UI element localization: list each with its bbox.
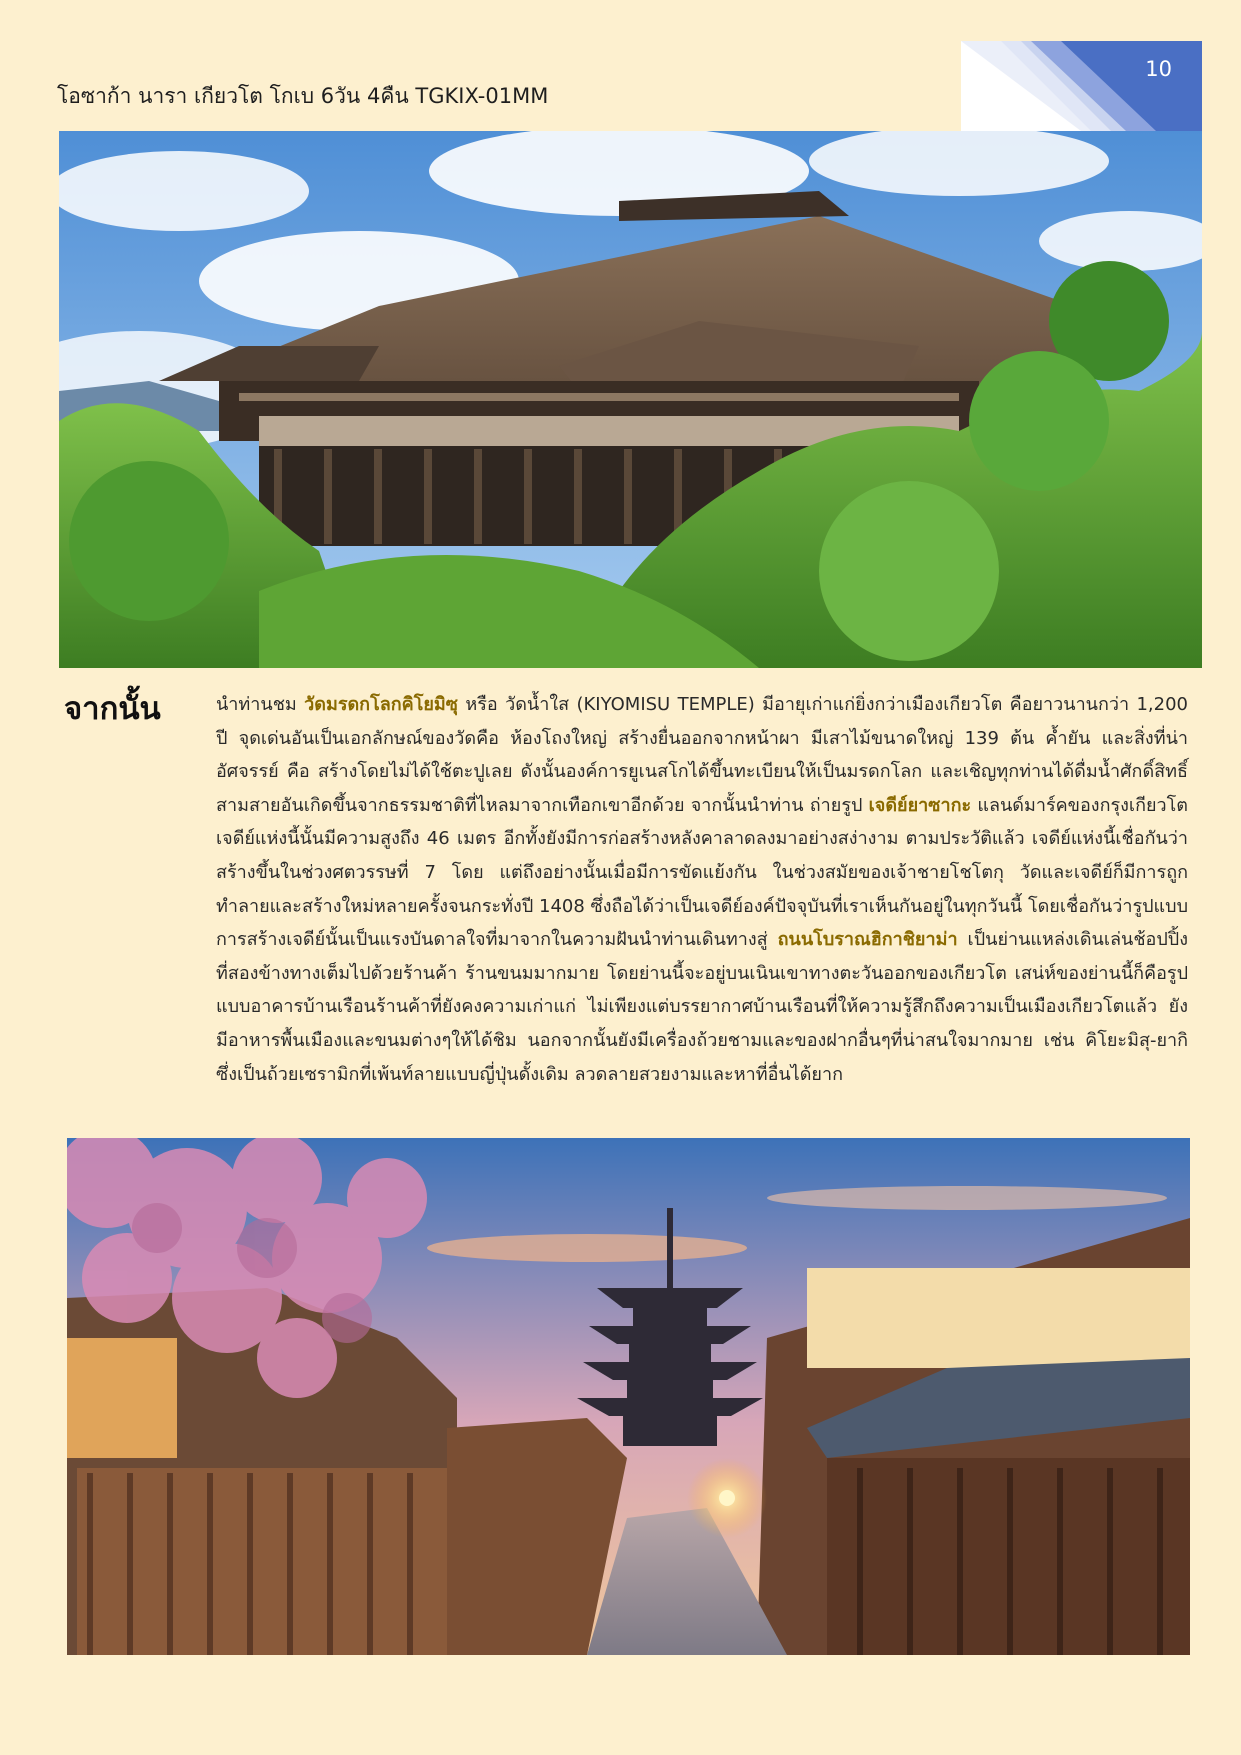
badge-decoration-icon: [961, 41, 1202, 131]
body-text-segment: นำท่านชม: [216, 694, 305, 715]
body-text-segment: เป็นย่านแหล่งเดินเล่นช้อปปิ้งที่สองข้างทางเต็มไปด้วยร้านค้า ร้านขนมมากมาย โดยย่านนี้จะอยู่บนเนินเขาทางตะวันออกของเกียวโต เสน่ห์ของย่านนี้ก็คือรูปแบบอาคารบ้านเรือนร้านค้าที่ยังคงความเก่าแก่ ไม่เพียงแต่บรรยากาศบ้านเรือนที่ให้ความรู้สึกถึงความเป็นเมืองเกียวโตแล้ว ยังมีอาหารพื้นเมืองและขนมต่างๆให้ได้ชิม นอกจากนั้นยังมีเครื่องถ้วยชามและของฝากอื่นๆที่น่าสนใจมากมาย เช่น คิโยะมิสุ-ยากิ ซึ่งเป็นถ้วยเซรามิกที่เพ้นท์ลายแบบญี่ปุ่นดั้งเดิม ลวดลายสวยงามและหาที่อื่นได้ยาก: [216, 929, 1188, 1085]
section-label: จากนั้น: [64, 691, 161, 727]
highlight-yasaka-pagoda: เจดีย์ยาซากะ: [868, 794, 972, 816]
highlight-kiyomizu-temple: วัดมรดกโลกคิโยมิซุ: [304, 694, 459, 715]
body-paragraph: [216, 688, 1188, 1091]
body-text-segment: แลนด์มาร์คของกรุงเกียวโต เจดีย์แห่งนี้นั้นมีความสูงถึง 46 เมตร อีกทั้งยังมีการก่อสร้างหลังคาลาดลงมาอย่างสง่างาม ตามประวัติแล้ว เจดีย์แห่งนี้เชื่อกันว่าสร้างขึ้นในช่วงศตวรรษที่ 7 โดย แต่ถึงอย่างนั้นเมื่อมีการขัดแย้งกัน ในช่วงสมัยของเจ้าชายโชโตกุ วัดและเจดีย์ก็มีการถูกทำลายและสร้างใหม่หลายครั้งจนกระทั่งปี 1408 ซึ่งถือได้ว่าเป็นเจดีย์องค์ปัจจุบันที่เราเห็นกันอยู่ในทุกวันนี้ โดยเชื่อกันว่ารูปแบบการสร้างเจดีย์นั้นเป็นแรงบันดาลใจที่มาจากในความฝันนำท่านเดินทางสู่: [216, 794, 1188, 951]
highlight-higashiyama-street: ถนนโบราณฮิกาชิยาม่า: [777, 929, 958, 951]
page-number: 10: [1145, 57, 1172, 81]
body-text-segment: หรือ วัดน้ำใส (KIYOMISU TEMPLE) มีอายุเก่าแก่ยิ่งกว่าเมืองเกียวโต คือยาวนานกว่า 1,200 ปี จุดเด่นอันเป็นเอกลักษณ์ของวัดคือ ห้องโถงใหญ่ สร้างยื่นออกจากหน้าผา มีเสาไม้ขนาดใหญ่ 139 ต้น ค้ำยัน และสิ่งที่น่าอัศจรรย์ คือ สร้างโดยไม่ได้ใช้ตะปูเลย ดังนั้นองค์การยูเนสโกได้ขึ้นทะเบียนให้เป็นมรดกโลก และเชิญทุกท่านได้ดื่มน้ำศักดิ์สิทธิ์สามสายอันเกิดขึ้นจากธรรมชาติที่ไหลมาจากเทือกเขาอีกด้วย จากนั้นนำท่าน ถ่ายรูป: [216, 694, 1188, 816]
yasaka-pagoda-street-photo: [67, 1138, 1190, 1655]
kiyomizu-temple-photo: [59, 131, 1202, 668]
page-number-badge: [961, 41, 1202, 131]
header-title: โอซาก้า นารา เกียวโต โกเบ 6วัน 4คืน TGKIX-01MM: [57, 84, 549, 108]
